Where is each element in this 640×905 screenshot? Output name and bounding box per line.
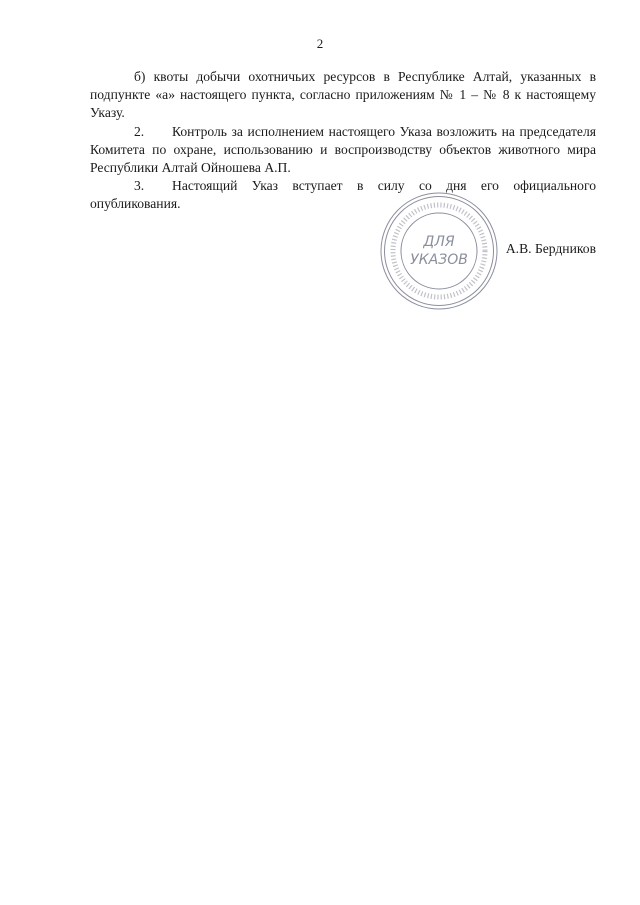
official-stamp [378, 190, 500, 312]
signature-block [90, 241, 596, 261]
item-number: 2. [134, 123, 145, 139]
stamp-text-line1: ДЛЯ [423, 234, 455, 250]
paragraph-b: б) квоты добычи охотничьих ресурсов в Республике Алтай, указанных в подпункте «а» настоящего пункта, согласно приложениям № 1 – № 8 к настоящему Указу. [90, 69, 596, 121]
stamp-text-line2: УКАЗОВ [410, 252, 468, 268]
stamp-microtext-ring [393, 205, 485, 297]
page-number: 2 [316, 36, 324, 51]
stamp-outer-ring [381, 193, 497, 309]
item-number: 3. [134, 178, 145, 194]
signer-name: А.В. Бердников [505, 241, 596, 256]
item-text: Настоящий Указ вступает в силу со дня его официального опубликования. [90, 178, 596, 212]
item-text: Контроль за исполнением настоящего Указа возложить на председателя Комитета по охране, использованию и воспроизводству объектов животного мира Республики Алтай Ойношева А.П. [90, 123, 596, 176]
paragraph-item-2 [90, 123, 596, 178]
paragraph-item-3 [90, 177, 596, 213]
stamp-inner-ring [401, 213, 477, 289]
document-body [90, 68, 596, 214]
